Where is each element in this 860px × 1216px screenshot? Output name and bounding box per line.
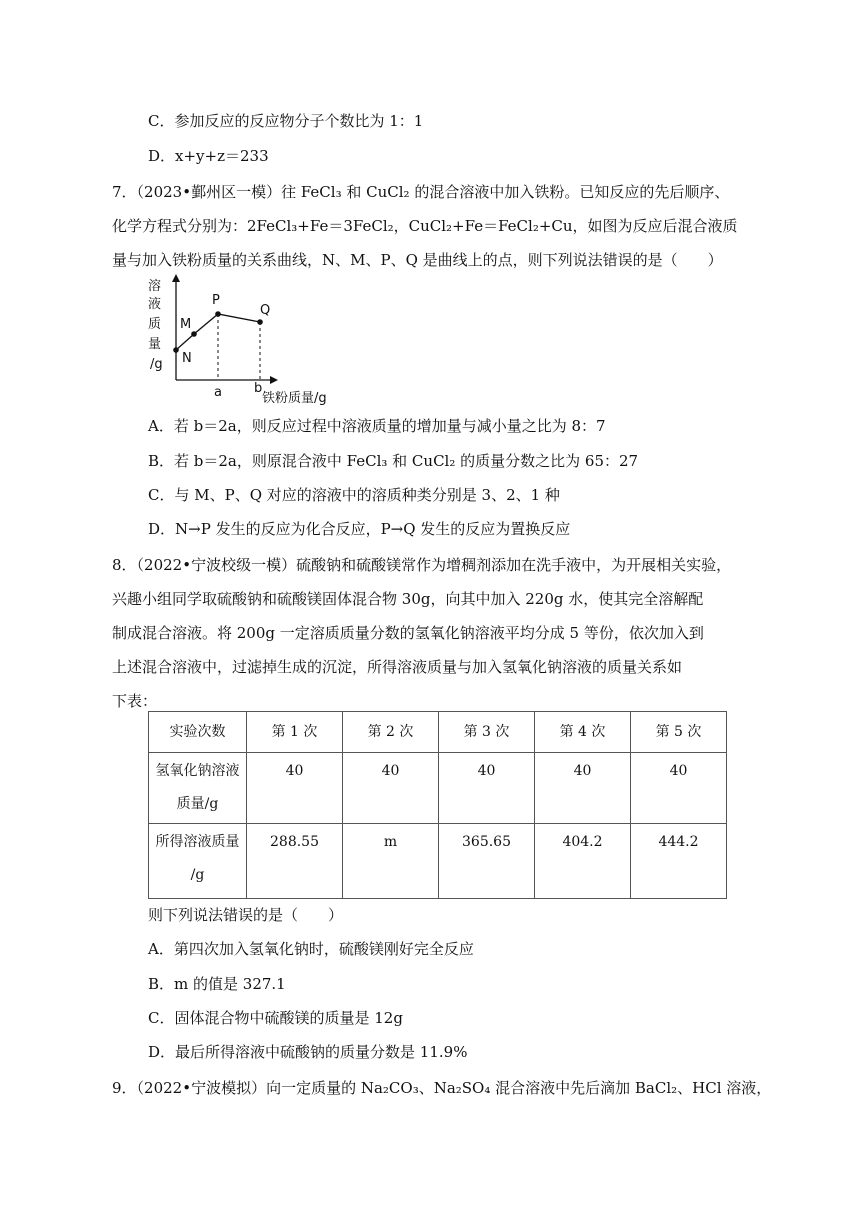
label-n: N <box>182 351 192 366</box>
table-cell: 40 <box>535 753 631 824</box>
q7-stem-line-3: 量与加入铁粉质量的关系曲线，N、M、P、Q 是曲线上的点，则下列说法错误的是（ ） <box>112 251 723 269</box>
table-cell: 404.2 <box>535 824 631 899</box>
label-m: M <box>180 317 192 332</box>
point-n <box>173 347 179 353</box>
table-header-cell: 第 3 次 <box>439 712 535 753</box>
tick-a: a <box>214 385 222 400</box>
table-cell: 40 <box>631 753 727 824</box>
q6-option-d: D．x+y+z＝233 <box>148 147 269 165</box>
table-header-cell: 第 4 次 <box>535 712 631 753</box>
row-label-solution-b: /g <box>190 867 205 883</box>
q8-stem-line-2: 兴趣小组同学取硫酸钠和硫酸镁固体混合物 30g，向其中加入 220g 水，使其完全溶解配 <box>112 590 704 608</box>
table-cell: 365.65 <box>439 824 535 899</box>
q7-figure <box>146 272 346 406</box>
label-q: Q <box>260 303 271 318</box>
y-axis-arrow <box>172 274 180 282</box>
row-label-naoh-b: 质量/g <box>176 796 219 812</box>
q7-figure-svg <box>146 272 346 406</box>
q8-option-a: A．第四次加入氢氧化钠时，硫酸镁刚好完全反应 <box>148 940 474 958</box>
q8-option-b: B．m 的值是 327.1 <box>148 975 286 993</box>
x-axis-arrow <box>270 376 278 384</box>
table-header-cell: 第 5 次 <box>631 712 727 753</box>
q8-stem-question: 则下列说法错误的是（ ） <box>148 906 344 924</box>
q7-option-a: A．若 b＝2a，则反应过程中溶液质量的增加量与减小量之比为 8：7 <box>148 417 606 435</box>
row-label-naoh <box>149 753 247 824</box>
ylabel-char-2: 液 <box>148 297 162 312</box>
table-cell: 288.55 <box>247 824 343 899</box>
table-cell: 40 <box>247 753 343 824</box>
q7-stem-line-2: 化学方程式分别为：2FeCl₃+Fe＝3FeCl₂，CuCl₂+Fe＝FeCl₂+Cu，如图为反应后混合液质 <box>112 217 738 235</box>
q9-stem-line-1: 9．（2022•宁波模拟）向一定质量的 Na₂CO₃、Na₂SO₄ 混合溶液中先后滴加 BaCl₂、HCl 溶液， <box>112 1079 772 1097</box>
row-label-solution <box>149 824 247 899</box>
table-row <box>149 824 727 899</box>
q8-option-d: D．最后所得溶液中硫酸钠的质量分数是 11.9% <box>148 1043 468 1061</box>
tick-b: b <box>254 381 263 396</box>
ylabel-char-1: 溶 <box>148 279 162 294</box>
point-m <box>191 331 197 337</box>
table-row <box>149 753 727 824</box>
table-header-cell: 第 2 次 <box>343 712 439 753</box>
label-p: P <box>212 293 220 308</box>
table-header-cell: 第 1 次 <box>247 712 343 753</box>
table-cell: m <box>343 824 439 899</box>
ylabel-char-4: 量 <box>148 337 162 352</box>
ylabel-char-5: /g <box>150 357 163 372</box>
q8-stem-line-3: 制成混合溶液。将 200g 一定溶质质量分数的氢氧化钠溶液平均分成 5 等份，依次加入到 <box>112 624 704 642</box>
xlabel: 铁粉质量/g <box>262 391 327 406</box>
row-label-naoh-a: 氢氧化钠溶液 <box>155 763 240 779</box>
q7-stem-line-1: 7．（2023•鄞州区一模）往 FeCl₃ 和 CuCl₂ 的混合溶液中加入铁粉。已知反应的先后顺序、 <box>112 183 730 201</box>
q8-option-c: C．固体混合物中硫酸镁的质量是 12g <box>148 1009 403 1027</box>
point-q <box>257 319 263 325</box>
q7-option-b: B．若 b＝2a，则原混合液中 FeCl₃ 和 CuCl₂ 的质量分数之比为 65：27 <box>148 452 639 470</box>
q8-stem-line-1: 8．（2022•宁波校级一模）硫酸钠和硫酸镁常作为增稠剂添加在洗手液中，为开展相关实验， <box>112 556 732 574</box>
q7-option-c: C．与 M、P、Q 对应的溶液中的溶质种类分别是 3、2、1 种 <box>148 486 560 504</box>
ylabel-char-3: 质 <box>148 317 162 332</box>
table-cell: 444.2 <box>631 824 727 899</box>
table-cell: 40 <box>343 753 439 824</box>
q8-data-table <box>148 711 727 899</box>
point-p <box>215 311 221 317</box>
q8-stem-line-5: 下表： <box>112 692 158 710</box>
q7-option-d: D．N→P 发生的反应为化合反应，P→Q 发生的反应为置换反应 <box>148 520 571 538</box>
q8-stem-line-4: 上述混合溶液中，过滤掉生成的沉淀，所得溶液质量与加入氢氧化钠溶液的质量关系如 <box>112 658 683 676</box>
row-label-solution-a: 所得溶液质量 <box>155 834 240 850</box>
table-header-cell: 实验次数 <box>149 712 247 753</box>
q6-option-c: C．参加反应的反应物分子个数比为 1：1 <box>148 112 424 130</box>
table-header-row <box>149 712 727 753</box>
table-cell: 40 <box>439 753 535 824</box>
